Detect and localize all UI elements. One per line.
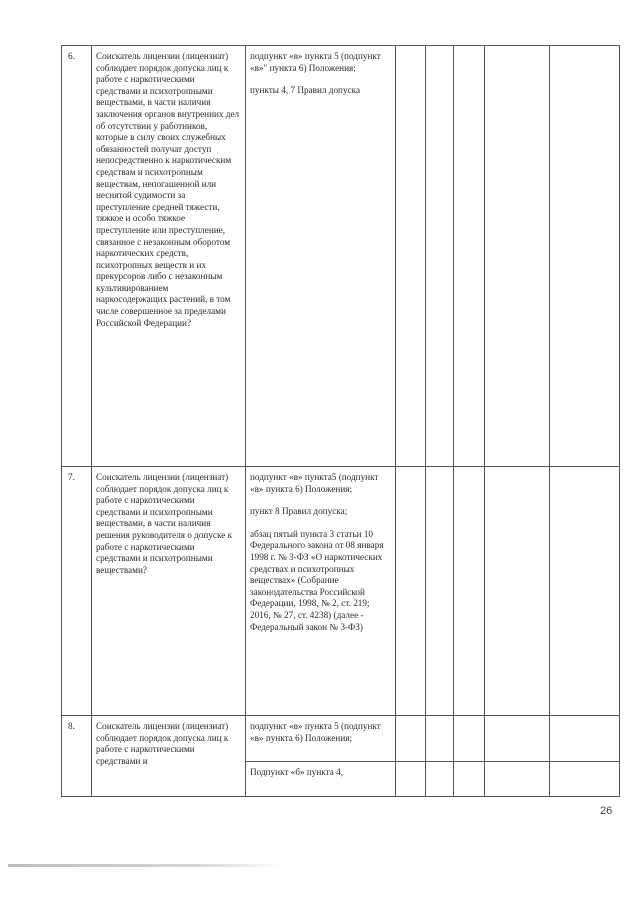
- notes-cell: [550, 467, 620, 716]
- scan-artifact-line: [8, 864, 283, 867]
- row-number: 6.: [62, 46, 92, 467]
- requirement-cell: [92, 46, 246, 467]
- reference-text: Подпункт «б» пункта 4,: [250, 767, 344, 777]
- requirement-text: Соискатель лицензии (лицензиат) соблюдает порядок допуска лиц к работе с наркотическими средствами и психотропными веществами, в части наличия заключения органов внутренних дел об отсутствии у работников, которые в силу своих служебных обязанностей получат доступ непосредственно к наркотическим средствам и психотропным веществам, непогашенной или неснятой судимости за преступление средней тяжести, тяжкое и особо тяжкое преступление или преступление, связанное с незаконным оборотом наркотических средств, психотропных веществ и их прекурсоров либо с незаконным культивированием наркосодержащих растений, в том числе совершенное за пределами Российской Федерации?: [96, 51, 240, 328]
- row-number: 8.: [62, 716, 92, 797]
- answer-na-cell: [454, 467, 485, 716]
- references-cell: [246, 46, 396, 467]
- requirement-cell: [92, 467, 246, 716]
- requirement-text: Соискатель лицензии (лицензиат) соблюдает порядок допуска лиц к работе с наркотическими средствами и психотропными веществами, в части наличия решения руководителя о допуске к работе с наркотическими средствами и психотропными веществами?: [96, 472, 233, 575]
- table-row: [62, 467, 620, 716]
- page-number: 26: [600, 805, 613, 817]
- notes-cell: [485, 46, 550, 467]
- table-row: [62, 46, 620, 467]
- reference-text: подпункт «в» пункта5 (подпункт «в» пункта 6) Положения;: [250, 472, 379, 494]
- reference-text: пункт 8 Правил допуска;: [250, 506, 348, 517]
- answer-na-cell: [454, 716, 485, 797]
- notes-cell: [485, 467, 550, 716]
- table-row: [62, 716, 620, 797]
- references-cell: [246, 467, 396, 716]
- notes-cell: [485, 716, 550, 797]
- reference-text: абзац пятый пункта 3 статьи 10 Федерального закона от 08 января 1998 г. № 3-ФЗ «О наркотических средствах и психотропных веществах» (Собрание законодательства Российской Федерации, 1998, № 2, ст. 219; 2016, № 27, ст. 4238) (далее - Федеральный закон № 3-ФЗ): [250, 528, 384, 632]
- reference-text: подпункт «в» пункта 5 (подпункт «в» пункта 6) Положения;: [246, 716, 395, 762]
- answer-na-cell: [454, 46, 485, 467]
- answer-yes-cell: [396, 467, 426, 716]
- checklist-table: [61, 45, 620, 797]
- row-number: 7.: [62, 467, 92, 716]
- notes-cell: [550, 46, 620, 467]
- notes-cell: [550, 716, 620, 797]
- answer-no-cell: [426, 46, 454, 467]
- requirement-text: Соискатель лицензии (лицензиат) соблюдает порядок допуска лиц к работе с наркотическими средствами и: [96, 721, 229, 766]
- answer-yes-cell: [396, 716, 426, 797]
- answer-yes-cell: [396, 46, 426, 467]
- reference-text: подпункт «в» пункта 5 (подпункт «в»" пункта 6) Положения;: [250, 51, 381, 73]
- answer-no-cell: [426, 716, 454, 797]
- requirement-cell: [92, 716, 246, 797]
- answer-no-cell: [426, 467, 454, 716]
- references-cell: [246, 716, 396, 797]
- reference-text: пункты 4, 7 Правил допуска: [250, 85, 361, 96]
